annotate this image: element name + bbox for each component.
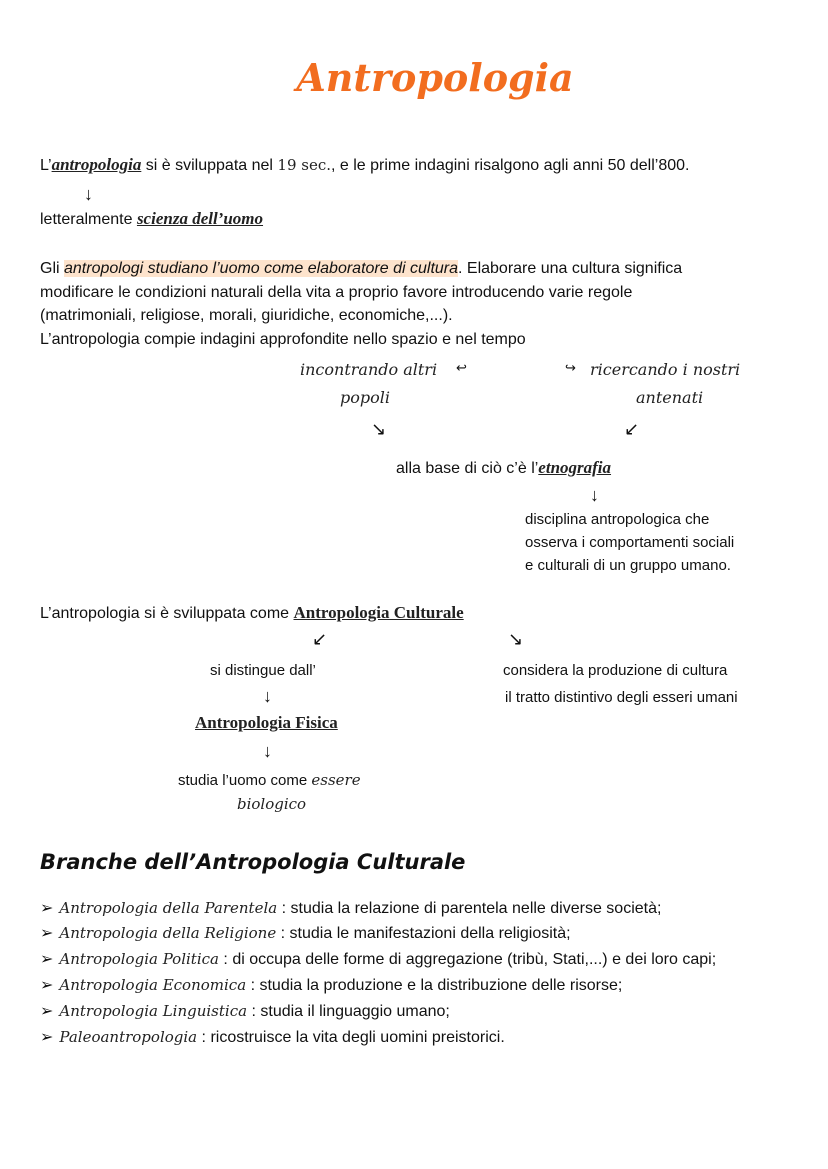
- intro-mid: si è sviluppata nel: [141, 157, 278, 174]
- intro-prefix: L’: [40, 157, 52, 174]
- arrow-down-icon: ↓: [84, 184, 93, 204]
- culturale-line: [40, 603, 464, 624]
- term-antropologia: antropologia: [51, 155, 142, 174]
- base-prefix: alla base di ciò c’è l’: [396, 460, 539, 477]
- branch-name: Paleoantropologia: [59, 1028, 198, 1046]
- arrow-se-icon: ↘: [508, 629, 524, 649]
- hook-left-arrow-icon: ↩: [456, 360, 467, 375]
- branch-name: Antropologia della Religione: [59, 924, 277, 942]
- considera-line2: il tratto distintivo degli esseri umani: [505, 689, 738, 706]
- literal-line: [40, 209, 263, 230]
- branch-name: Antropologia Politica: [59, 950, 219, 968]
- intro-line: [40, 155, 689, 176]
- term-antropologia-fisica: Antropologia Fisica: [195, 713, 338, 732]
- branch-desc: : di occupa delle forme di aggregazione (tribù, Stati,...) e dei loro capi;: [218, 951, 717, 968]
- arrow-sw-icon: ↙: [624, 419, 640, 439]
- fisica-desc: [178, 770, 361, 791]
- arrowhead-bullet-icon: ➢: [40, 1029, 54, 1046]
- branch-desc: : studia la produzione e la distribuzione delle risorse;: [246, 977, 623, 994]
- paragraph-line-3: (matrimoniali, religiose, morali, giuridiche, economiche,...).: [40, 307, 453, 324]
- branch-name: Antropologia Economica: [59, 976, 247, 994]
- branch-desc: : studia le manifestazioni della religiosità;: [276, 925, 571, 942]
- branch-desc: : studia la relazione di parentela nelle diverse società;: [277, 900, 662, 917]
- highlighted-text: antropologi studiano l’uomo come elaboratore di cultura: [64, 260, 459, 277]
- arrow-down-icon: ↓: [263, 686, 272, 706]
- list-item: [40, 898, 661, 919]
- fisica-desc-italic-2: biologico: [237, 795, 307, 813]
- arrowhead-bullet-icon: ➢: [40, 900, 54, 917]
- hook-right-arrow-icon: ↪: [565, 360, 576, 375]
- culturale-prefix: L’antropologia si è sviluppata come: [40, 605, 294, 622]
- century: 19 sec.: [277, 156, 332, 174]
- arrow-se-icon: ↘: [371, 419, 387, 439]
- arrowhead-bullet-icon: ➢: [40, 925, 54, 942]
- considera-line1: considera la produzione di cultura: [503, 662, 728, 679]
- list-item: [40, 949, 716, 970]
- intro-suffix: , e le prime indagini risalgono agli anni 50 dell’800.: [331, 157, 690, 174]
- list-item: [40, 1027, 505, 1048]
- page-title: Antropologia: [296, 55, 574, 100]
- definition-line: e culturali di un gruppo umano.: [525, 557, 731, 574]
- list-item: [40, 1001, 450, 1022]
- list-item: [40, 923, 571, 944]
- line1-rest: . Elaborare una cultura significa: [458, 260, 683, 277]
- branch-desc: : studia il linguaggio umano;: [247, 1003, 450, 1020]
- paragraph-line-1: [40, 259, 682, 279]
- term-scienza: scienza dell’uomo: [136, 209, 264, 228]
- right-branch-line2: antenati: [636, 388, 704, 407]
- term-antropologia-culturale: Antropologia Culturale: [293, 603, 464, 622]
- arrow-down-icon: ↓: [263, 741, 272, 761]
- branch-name: Antropologia Linguistica: [59, 1002, 248, 1020]
- paragraph-line-2: modificare le condizioni naturali della vita a proprio favore introducendo varie regole: [40, 284, 633, 301]
- right-branch-line1: ricercando i nostri: [590, 360, 741, 379]
- left-branch-line1: incontrando altri: [300, 360, 438, 379]
- arrowhead-bullet-icon: ➢: [40, 951, 54, 968]
- distingue-text: si distingue dall’: [210, 662, 316, 679]
- branch-desc: : ricostruisce la vita degli uomini preistorici.: [197, 1029, 505, 1046]
- branch-name: Antropologia della Parentela: [59, 899, 278, 917]
- fisica-desc-italic: essere: [311, 771, 361, 789]
- list-item: [40, 975, 622, 996]
- arrow-sw-icon: ↙: [312, 629, 328, 649]
- branches-heading: Branche dell’Antropologia Culturale: [40, 850, 466, 874]
- left-branch-line2: popoli: [340, 388, 390, 407]
- arrowhead-bullet-icon: ➢: [40, 977, 54, 994]
- arrow-down-icon: ↓: [590, 485, 599, 505]
- gli: Gli: [40, 260, 64, 277]
- paragraph-line-4: L’antropologia compie indagini approfondite nello spazio e nel tempo: [40, 331, 526, 348]
- fisica-desc-prefix: studia l’uomo come: [178, 772, 312, 789]
- definition-line: disciplina antropologica che: [525, 511, 710, 528]
- definition-line: osserva i comportamenti sociali: [525, 534, 735, 551]
- literal-prefix: letteralmente: [40, 211, 137, 228]
- term-etnografia: etnografia: [538, 458, 612, 477]
- base-line: [396, 458, 611, 479]
- arrowhead-bullet-icon: ➢: [40, 1003, 54, 1020]
